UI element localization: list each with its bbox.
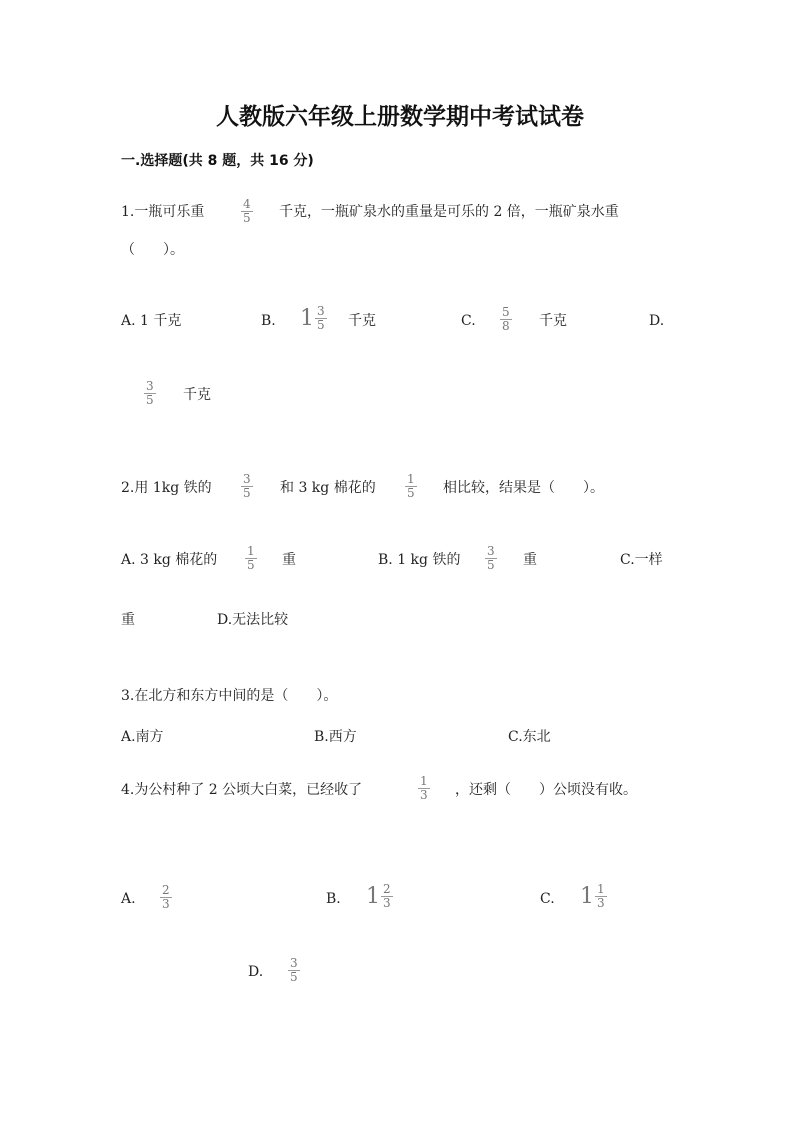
- numerator: 1: [597, 882, 605, 896]
- unit-label: 千克: [183, 387, 211, 403]
- question-text: 1.一瓶可乐重: [121, 204, 205, 220]
- fraction: [405, 473, 417, 500]
- fraction: [241, 473, 253, 500]
- denominator: 3: [162, 897, 170, 911]
- numerator: 4: [243, 197, 251, 211]
- numerator: 3: [243, 472, 251, 486]
- denominator: 8: [502, 319, 510, 333]
- numerator: 1: [420, 774, 428, 788]
- fraction: [144, 380, 156, 407]
- denominator: 3: [597, 896, 605, 910]
- option-c-label[interactable]: C.: [461, 313, 476, 329]
- option-c[interactable]: C.东北: [508, 729, 551, 745]
- denominator: 3: [383, 896, 391, 910]
- question-text: 2.用 1kg 铁的: [121, 480, 212, 496]
- denominator: 5: [247, 558, 255, 572]
- option-a[interactable]: A. 1 千克: [121, 313, 182, 329]
- option-d-label[interactable]: D.: [248, 964, 264, 980]
- option-d[interactable]: D.无法比较: [217, 612, 289, 628]
- question-text: 3.在北方和东方中间的是（ ）。: [121, 688, 338, 704]
- denominator: 5: [317, 318, 325, 332]
- denominator: 5: [146, 393, 154, 407]
- numerator: 3: [487, 544, 495, 558]
- option-b-label[interactable]: B.: [261, 313, 276, 329]
- fraction: [315, 305, 327, 332]
- option-c[interactable]: C.一样: [620, 552, 663, 568]
- mixed-number: [366, 883, 393, 910]
- denominator: 3: [420, 788, 428, 802]
- numerator: 5: [502, 305, 510, 319]
- fraction: [381, 883, 393, 910]
- numerator: 1: [247, 544, 255, 558]
- mixed-number: [300, 305, 327, 332]
- numerator: 3: [290, 956, 298, 970]
- option-c-label[interactable]: C.: [540, 891, 555, 907]
- option-d-label[interactable]: D.: [649, 313, 665, 329]
- unit-label: 千克: [348, 313, 376, 329]
- page-title: 人教版六年级上册数学期中考试试卷: [216, 104, 584, 130]
- whole-part: 1: [580, 884, 594, 909]
- numerator: 1: [407, 472, 415, 486]
- question-text: 千克，一瓶矿泉水的重量是可乐的 2 倍，一瓶矿泉水重: [279, 204, 619, 220]
- denominator: 5: [407, 486, 415, 500]
- whole-part: 1: [300, 306, 314, 331]
- section-header: 一.选择题(共 8 题，共 16 分): [121, 153, 314, 169]
- whole-part: 1: [366, 884, 380, 909]
- option-a[interactable]: A.南方: [121, 729, 164, 745]
- question-text: 相比较，结果是（ ）。: [443, 480, 604, 496]
- unit-label: 重: [282, 552, 296, 568]
- option-c-continued: 重: [121, 612, 135, 628]
- fraction: [245, 545, 257, 572]
- numerator: 3: [317, 304, 325, 318]
- option-a[interactable]: A. 3 kg 棉花的: [121, 552, 218, 568]
- numerator: 2: [162, 883, 170, 897]
- answer-blank: （ ）。: [121, 242, 184, 258]
- denominator: 5: [243, 486, 251, 500]
- fraction: [485, 545, 497, 572]
- denominator: 5: [243, 211, 251, 225]
- numerator: 3: [146, 379, 154, 393]
- option-a-label[interactable]: A.: [121, 891, 136, 907]
- fraction: [288, 957, 300, 984]
- denominator: 5: [290, 970, 298, 984]
- fraction: [160, 884, 172, 911]
- question-text: 和 3 kg 棉花的: [280, 480, 376, 496]
- unit-label: 重: [523, 552, 537, 568]
- fraction: [418, 775, 430, 802]
- fraction: [595, 883, 607, 910]
- option-b[interactable]: B. 1 kg 铁的: [378, 552, 461, 568]
- fraction: [500, 306, 512, 333]
- question-text: 4.为公村种了 2 公顷大白菜，已经收了: [121, 782, 363, 798]
- question-text: ，还剩（ ）公顷没有收。: [455, 782, 637, 798]
- unit-label: 千克: [539, 313, 567, 329]
- denominator: 5: [487, 558, 495, 572]
- numerator: 2: [383, 882, 391, 896]
- fraction: [241, 198, 253, 225]
- option-b-label[interactable]: B.: [326, 891, 341, 907]
- option-b[interactable]: B.西方: [314, 729, 357, 745]
- mixed-number: [580, 883, 607, 910]
